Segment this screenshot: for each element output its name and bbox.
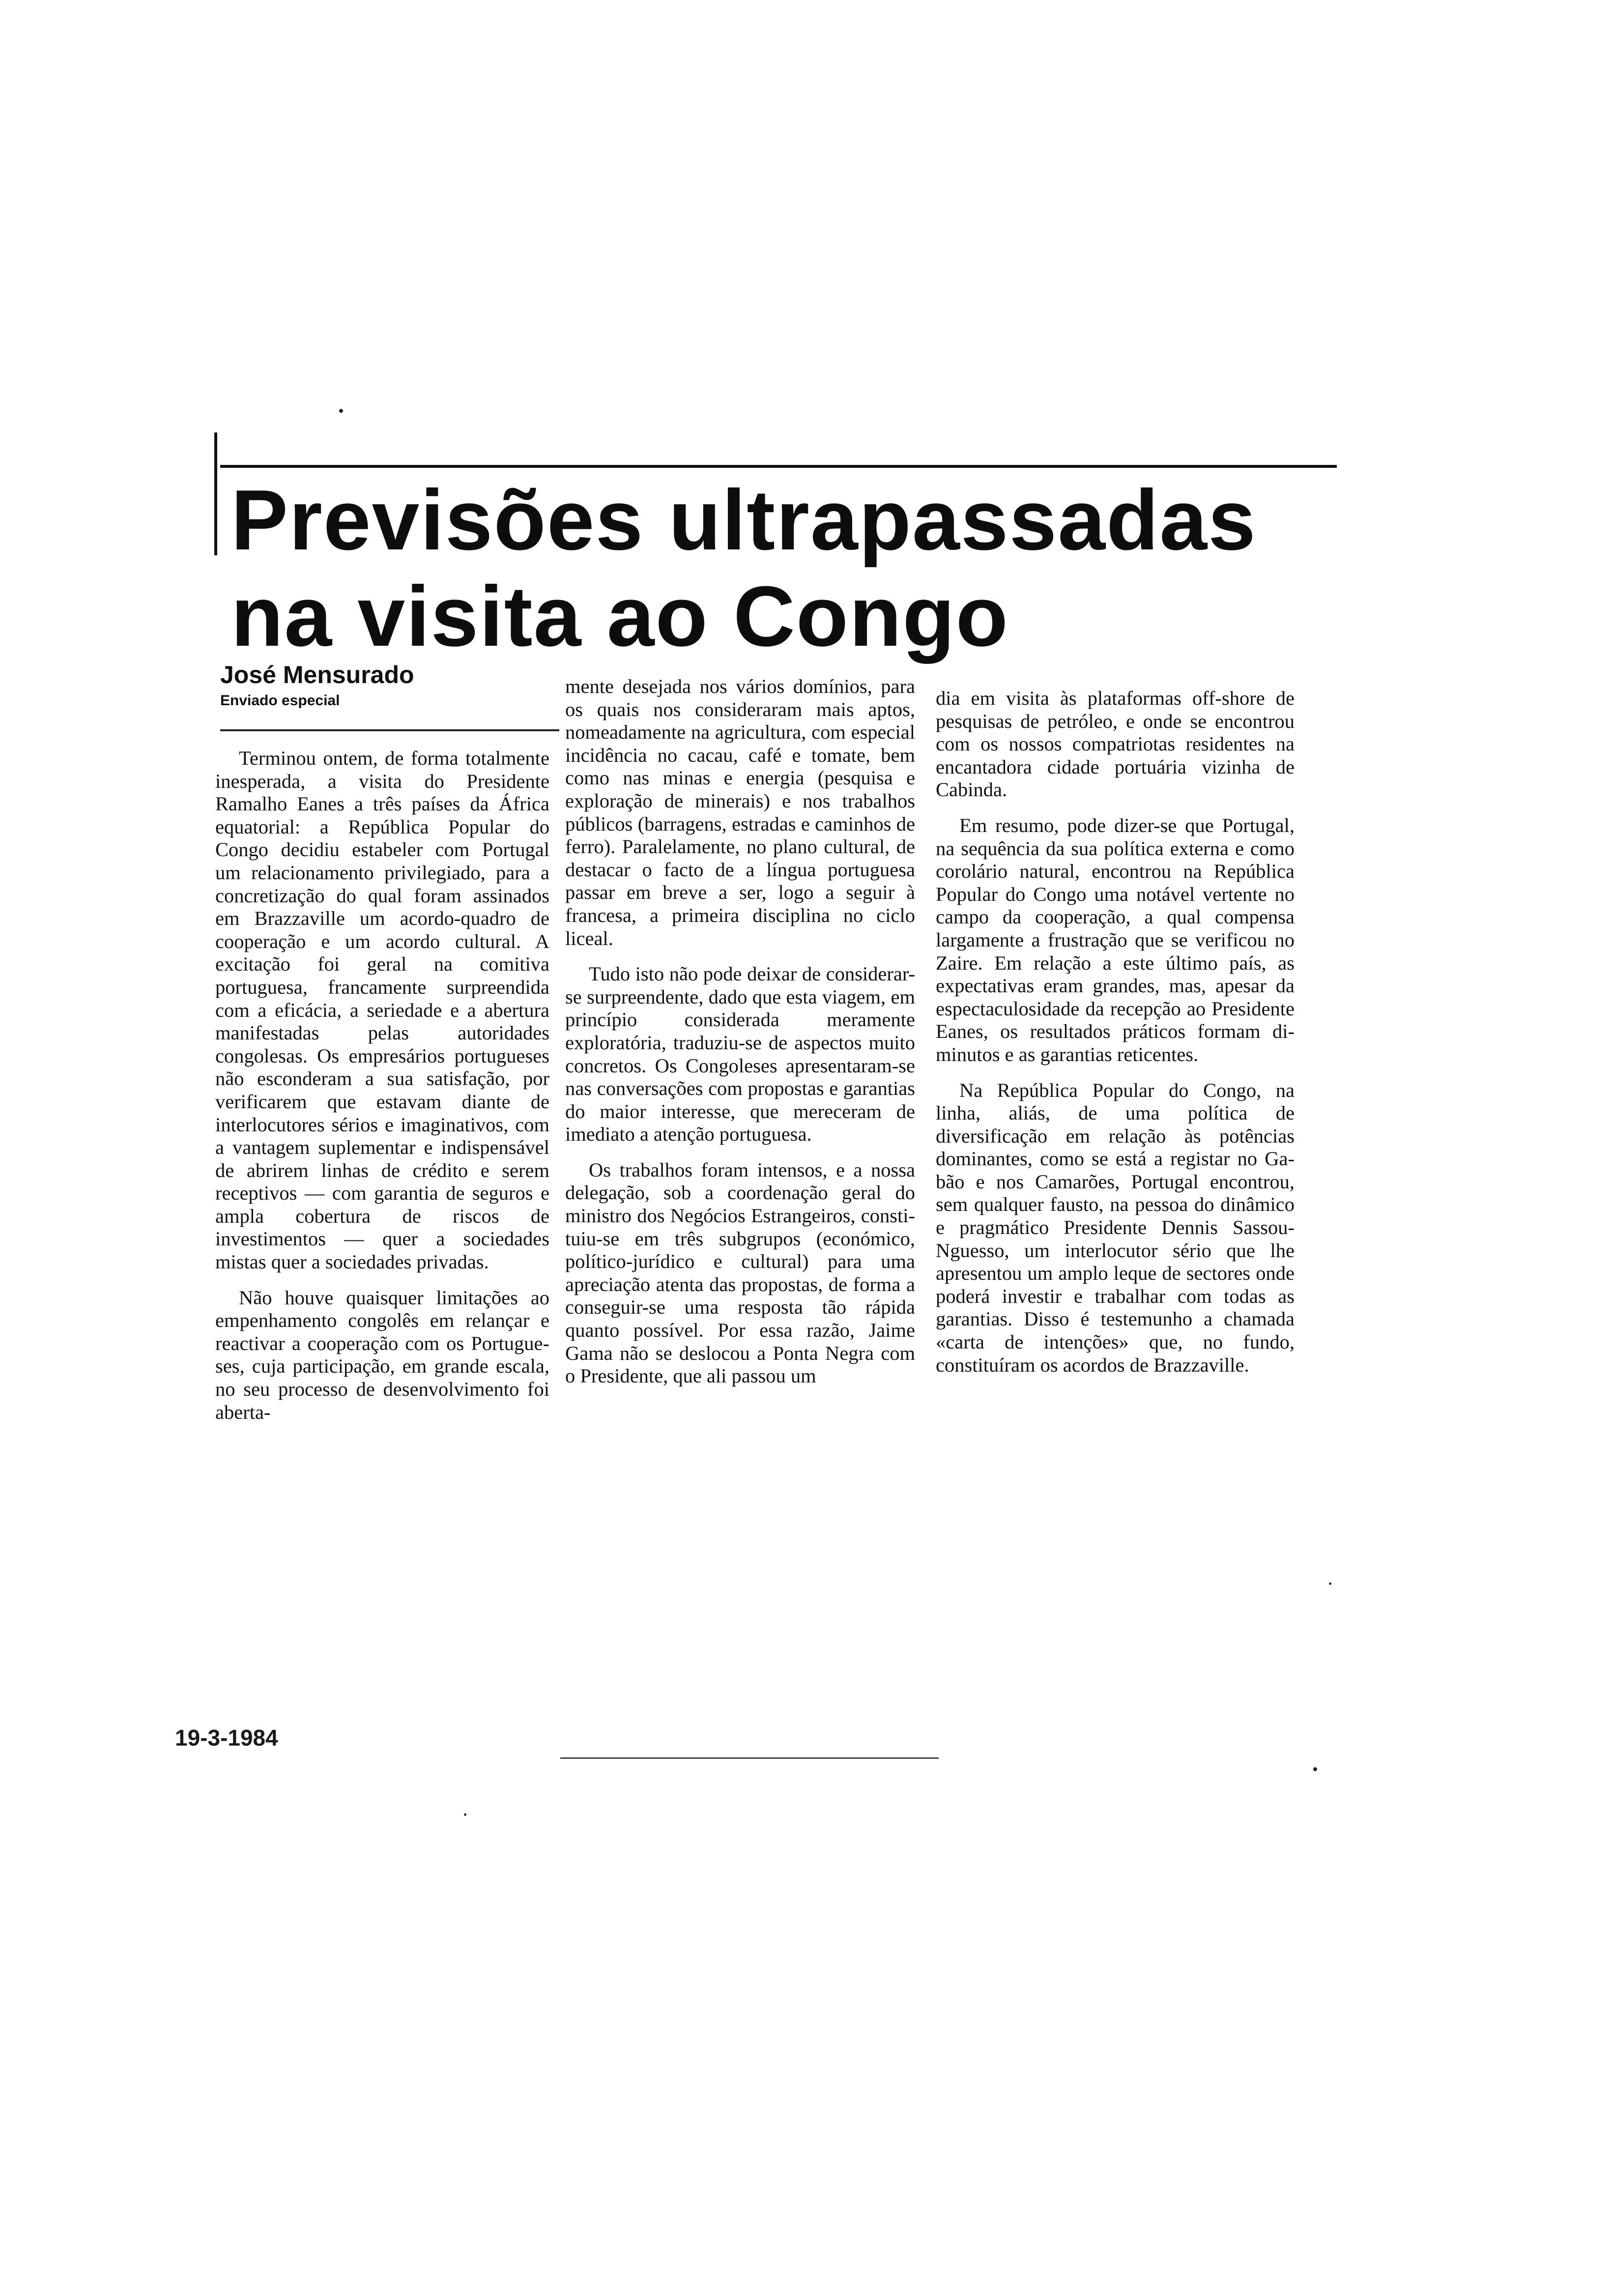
paragraph: Tudo isto não pode deixar de considerar-se surpreendente, dado que esta viagem, em princípio considerada meramente exploratória, traduziu-se de aspectos muito concretos. Os Congoleses apresentaram-se nas conversações com propostas e garantias do maior interesse, que mereceram de imediato a atenção portuguesa.	[565, 963, 915, 1146]
paragraph: Na República Popular do Congo, na linha, aliás, de uma política de diversificação em relação às potências dominantes, como se está a registar no Gabão e nos Camarões, Portugal encontrou, sem qualquer fausto, na pessoa do dinâmico e pragmático Presidente Dennis Sassou-Nguesso, um interlocutor sério que lhe apresentou um amplo leque de sectores onde poderá investir e trabalhar com todas as garantias. Disso é testemunho a chamada «carta de intenções» que, no fundo, constituíram os acordos de Brazzaville.	[936, 1079, 1295, 1376]
headline-line-2: na visita ao Congo	[231, 568, 1009, 664]
byline	[220, 660, 564, 712]
headline-left-rule	[214, 432, 217, 555]
article-column-3	[936, 687, 1295, 1389]
author-role: Enviado especial	[220, 692, 340, 709]
handwritten-date: 19-3-1984	[175, 1725, 278, 1751]
headline-line-1: Previsões ultrapassadas	[231, 472, 1257, 568]
scan-speck	[339, 409, 343, 413]
author-name: José Mensurado	[220, 661, 414, 689]
paragraph: Terminou ontem, de forma totalmente inesperada, a visita do Presidente Ramalho Eanes a três países da África equatorial: a República Popular do Congo decidiu estabeler com Portugal um relacionamento privilegiado, para a concretização do qual foram assinados em Brazzaville um acordo-quadro de cooperação e um acordo cultural. A excitação foi geral na comitiva portuguesa, francamente surpreendida com a eficácia, a seriedade e a abertura manifestadas pelas autoridades congolesas. Os empresários portugueses não esconderam a sua satisfação, por verificarem que estavam diante de interlocutores sérios e imaginativos, com a vantagem suplementar e indispensável de abrirem linhas de crédito e serem receptivos — com garantia de seguros e ampla cobertura de riscos de investimentos — quer a sociedades mistas quer a sociedades privadas.	[215, 747, 549, 1273]
paragraph: dia em visita às plataformas off-shore de pesquisas de petróleo, e onde se encontrou com os nossos compatriotas residentes na encantadora cidade portuária vizinha de Cabinda.	[936, 687, 1295, 801]
headline-top-rule	[220, 465, 1337, 468]
paragraph: Não houve quaisquer limitações ao empenhamento congolês em relançar e reactivar a cooperação com os Portugueses, cuja participação, em grande escala, no seu processo de desenvolvimento foi aberta-	[215, 1286, 549, 1423]
column-bottom-rule	[560, 1757, 939, 1759]
scan-speck	[1313, 1767, 1317, 1771]
article-column-2	[565, 675, 915, 1401]
paragraph: Os trabalhos foram intensos, e a nossa delegação, sob a coordenação geral do ministro dos Negócios Estrangeiros, constituiu-se em três subgrupos (económico, político-jurídico e cultural) para uma apreciação atenta das propostas, de forma a conseguir-se uma resposta tão rápida quanto possível. Por essa razão, Jaime Gama não se deslocou a Ponta Negra com o Presidente, que ali passou um	[565, 1158, 915, 1387]
paragraph: Em resumo, pode dizer-se que Portugal, na sequência da sua política externa e como corolário natural, encontrou na República Popular do Congo uma notável vertente no campo da cooperação, a qual compensa largamente a frustração que se verificou no Zaire. Em relação a este último país, as expectativas eram grandes, mas, apesar da espectaculosidade da recepção ao Presidente Eanes, os resultados práticos formam diminutos e as garantias reticentes.	[936, 814, 1295, 1065]
byline-rule	[220, 729, 559, 731]
article-headline	[231, 472, 1342, 664]
scan-speck	[1329, 1582, 1331, 1585]
article-column-1	[215, 747, 549, 1436]
paragraph: mente desejada nos vários domínios, para os quais nos consideraram mais aptos, nomeadamente na agricultura, com especial incidência no cacau, café e tomate, bem como nas minas e energia (pesquisa e exploração de minerais) e nos trabalhos públicos (barragens, estradas e caminhos de ferro). Paralelamente, no plano cultural, de destacar o facto de a língua portuguesa passar em breve a ser, logo a seguir à francesa, a primeira disciplina no ciclo liceal.	[565, 675, 915, 949]
scan-speck	[464, 1813, 466, 1816]
